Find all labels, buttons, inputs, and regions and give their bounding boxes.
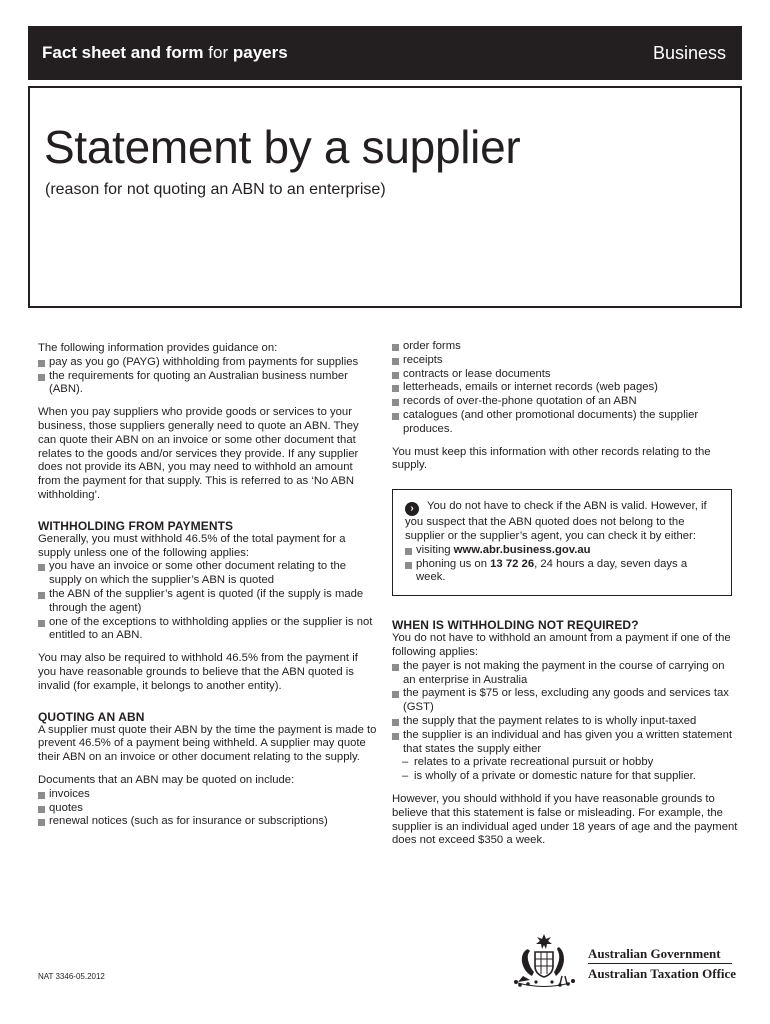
list-item: order forms: [392, 340, 738, 354]
coat-of-arms-icon: [508, 932, 580, 988]
not-required-intro: You do not have to withhold an amount from a payment if one of the following applies:: [392, 632, 731, 658]
page-title: Statement by a supplier: [44, 121, 521, 173]
header-bold-1: Fact sheet and form: [42, 43, 204, 62]
documents-list: [38, 788, 378, 829]
list-item: letterheads, emails or internet records (web pages): [392, 381, 738, 395]
title-box: [28, 86, 742, 308]
list-item: records of over-the-phone quotation of an ABN: [392, 395, 738, 409]
callout-item-prefix: phoning us on: [416, 557, 491, 570]
documents-intro: Documents that an ABN may be quoted on include:: [38, 773, 295, 786]
left-column: [38, 342, 378, 829]
however-paragraph: However, you should withhold if you have reasonable grounds to believe that this statement is false or misleading. For example, the supplier is an individual aged under 18 years of age and the payment does not exceed $350 a week.: [392, 792, 738, 847]
callout-list: [405, 544, 719, 585]
list-item: receipts: [392, 354, 738, 368]
list-item: catalogues (and other promotional documents) the supplier produces.: [392, 409, 738, 437]
callout-item-prefix: visiting: [416, 543, 454, 556]
right-column: [392, 340, 738, 848]
intro-text: The following information provides guidance on:: [38, 342, 278, 354]
section-heading-withholding: WITHHOLDING FROM PAYMENTS: [38, 518, 234, 533]
page-subtitle: (reason for not quoting an ABN to an enterprise): [45, 181, 386, 198]
list-item: [405, 544, 719, 558]
header-light: for: [208, 43, 229, 62]
intro-list: [38, 356, 378, 397]
header-bold-2: payers: [232, 43, 288, 62]
list-item: pay as you go (PAYG) withholding from payments for supplies: [38, 356, 378, 370]
list-item: contracts or lease documents: [392, 368, 738, 382]
document-header-bar: [28, 26, 742, 80]
list-item: [405, 558, 719, 586]
section-heading-quoting: QUOTING AN ABN: [38, 709, 145, 724]
list-item: the payer is not making the payment in the course of carrying on an enterprise in Australia: [392, 660, 738, 688]
government-logo: [508, 932, 738, 988]
logo-divider: [588, 963, 732, 964]
withholding-list: [38, 560, 378, 643]
quoting-paragraph: A supplier must quote their ABN by the time the payment is made to prevent 46.5% of a payment being withheld. A supplier may quote their ABN on an invoice or other document relating to the supply.: [38, 723, 377, 764]
sub-list-item: – is wholly of a private or domestic nature for that supplier.: [392, 770, 738, 784]
not-required-list: [392, 660, 738, 784]
list-item: the supplier is an individual and has given you a written statement that states the supply either: [392, 729, 738, 757]
section-heading-not-required: WHEN IS WITHHOLDING NOT REQUIRED?: [392, 618, 639, 633]
sub-list-item: – relates to a private recreational pursuit or hobby: [392, 756, 738, 770]
paragraph-suppliers: When you pay suppliers who provide goods or services to your business, those suppliers generally need to quote an ABN. They can quote their ABN on an invoice or some other document that relates to the goods and/or services they provide. If any supplier does not provide its ABN, you may need to withhold an amount from the payment for that supply. This is referred to as ‘No ABN withholding’.: [38, 406, 359, 501]
arrow-right-icon: ›: [405, 502, 419, 516]
abr-website-link[interactable]: www.abr.business.gov.au: [453, 543, 591, 556]
list-item: quotes: [38, 802, 378, 816]
withholding-intro: Generally, you must withhold 46.5% of the total payment for a supply unless one of the following applies:: [38, 532, 346, 559]
callout-text: You do not have to check if the ABN is valid. However, if you suspect that the ABN quoted does not belong to the supplier or the supplier’s agent, you can check it by either:: [405, 500, 707, 542]
nat-code: NAT 3346-05.2012: [38, 972, 105, 981]
list-item: one of the exceptions to withholding applies or the supplier is not entitled to an ABN.: [38, 616, 378, 644]
list-item: the ABN of the supplier’s agent is quoted (if the supply is made through the agent): [38, 588, 378, 616]
list-item: renewal notices (such as for insurance or subscriptions): [38, 815, 378, 829]
records-paragraph: You must keep this information with other records relating to the supply.: [392, 445, 711, 472]
list-item: the supply that the payment relates to is wholly input-taxed: [392, 715, 738, 729]
abn-check-callout: [392, 489, 732, 596]
callout-text-block: [405, 500, 719, 544]
phone-number: 13 72 26: [490, 557, 535, 570]
list-item: the requirements for quoting an Australian business number (ABN).: [38, 370, 378, 398]
header-category: Business: [652, 43, 726, 63]
documents-list-continued: [392, 340, 738, 437]
list-item: the payment is $75 or less, excluding any goods and services tax (GST): [392, 687, 738, 715]
header-left: [42, 43, 288, 63]
list-item: invoices: [38, 788, 378, 802]
callout-item-suffix: , 24 hours a day, seven days a week.: [416, 557, 688, 584]
org-name-government: Australian Government: [588, 946, 721, 961]
withholding-paragraph: You may also be required to withhold 46.5% from the payment if you have reasonable grounds to believe that the ABN quoted is invalid (for example, it belongs to another entity).: [38, 652, 358, 692]
list-item: you have an invoice or some other document relating to the supply on which the supplier’s ABN is quoted: [38, 560, 378, 588]
org-name-ato: Australian Taxation Office: [588, 966, 737, 981]
